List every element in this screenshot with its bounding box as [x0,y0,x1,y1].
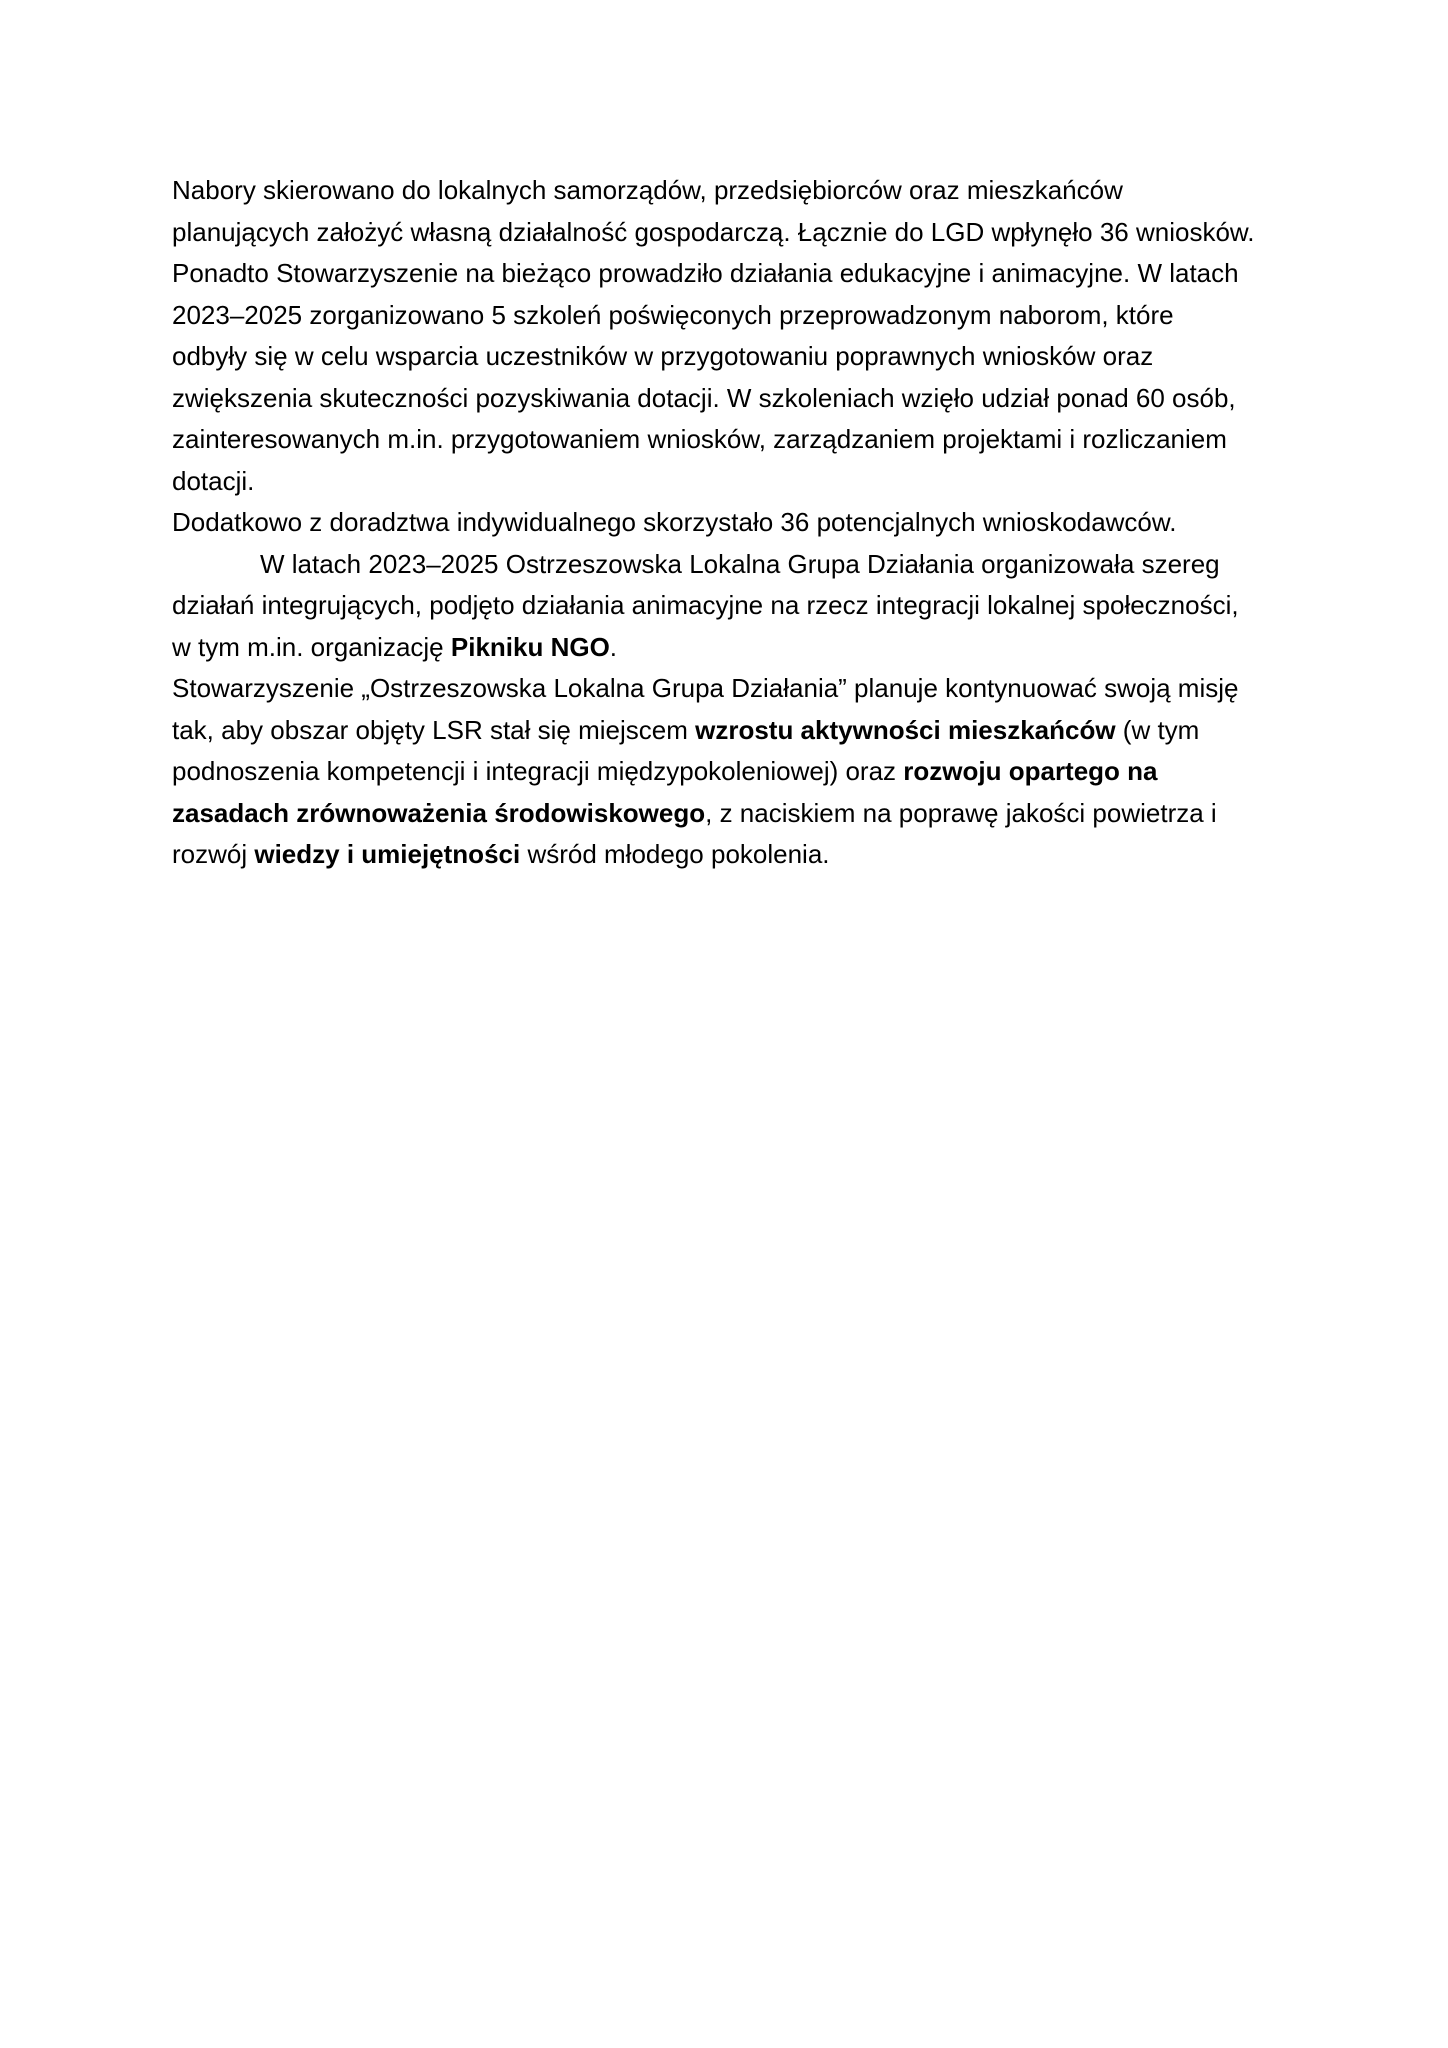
text-line: Stowarzyszenie „Ostrzeszowska Lokalna Grupa Działania” planuje kontynuować swoją misję [172,673,1239,703]
text-line: dotacji. [172,465,255,496]
text-line: Ponadto Stowarzyszenie na bieżąco prowadziło działania edukacyjne i animacyjne. W latach [172,258,1239,288]
text-line [172,793,1282,835]
text-span: podnoszenia kompetencji i integracji międzypokoleniowej) oraz [172,756,904,786]
text-span: wśród młodego pokolenia. [520,839,830,869]
paragraph-doradztwo [172,502,1282,544]
text-line [172,834,1282,876]
text-line: W latach 2023–2025 Ostrzeszowska Lokalna Grupa Działania organizowała szereg [260,548,1220,579]
bold-text: zasadach zrównoważenia środowiskowego [172,797,706,828]
text-span: w tym m.in. organizację [172,631,451,662]
text-line [172,710,1282,752]
text-span: rozwój [172,839,255,869]
bold-text: rozwoju opartego na [903,756,1158,786]
text-line: Nabory skierowano do lokalnych samorządów, przedsiębiorców oraz mieszkańców [172,175,1123,205]
paragraph-dzialania-integrujace [172,544,1282,669]
bold-text: wzrostu aktywności mieszkańców [695,714,1116,745]
text-line: działań integrujących, podjęto działania animacyjne na rzecz integracji lokalnej społeczności, [172,590,1239,620]
text-line [172,751,1282,793]
paragraph-nabory [172,170,1282,502]
text-span: (w tym [1115,714,1200,745]
paragraph-misja [172,668,1282,876]
text-line: Dodatkowo z doradztwa indywidualnego skorzystało 36 potencjalnych wnioskodawców. [172,507,1177,537]
text-line [172,627,1282,669]
bold-text: Pikniku NGO [450,631,610,662]
text-span: , z naciskiem na poprawę jakości powietrza i [705,797,1217,828]
text-span: tak, aby obszar objęty LSR stał się miejscem [172,714,696,745]
document-page [172,170,1282,876]
text-line: odbyły się w celu wsparcia uczestników w przygotowaniu poprawnych wniosków oraz [172,341,1154,371]
text-line: zwiększenia skuteczności pozyskiwania dotacji. W szkoleniach wzięło udział ponad 60 osób, [172,382,1236,413]
text-span: . [609,631,618,662]
bold-text: wiedzy i umiejętności [254,839,521,869]
text-line: 2023–2025 zorganizowano 5 szkoleń poświęconych przeprowadzonym naborom, które [172,299,1174,330]
text-line: planujących założyć własną działalność gospodarczą. Łącznie do LGD wpłynęło 36 wniosków. [172,216,1255,247]
text-line: zainteresowanych m.in. przygotowaniem wniosków, zarządzaniem projektami i rozliczaniem [172,424,1227,454]
